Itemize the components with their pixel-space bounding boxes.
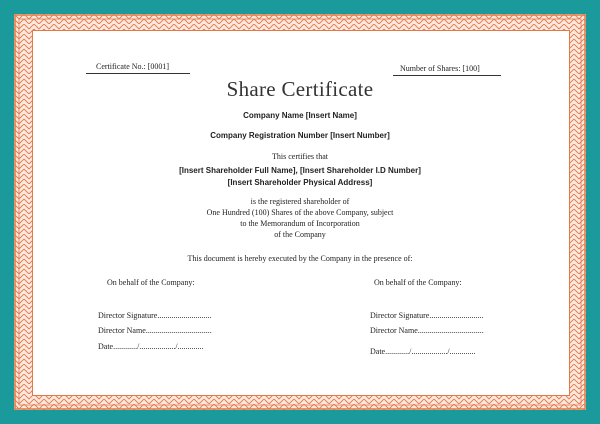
body-line: One Hundred (100) Shares of the above Company, subject	[206, 208, 394, 217]
right-behalf-label: On behalf of the Company:	[374, 278, 462, 287]
right-date: Date............/................../.............	[370, 347, 476, 356]
body-line: to the Memorandum of Incorporation	[240, 219, 360, 228]
right-director-name: Director Name.................................	[370, 326, 484, 335]
body-line: of the Company	[274, 230, 326, 239]
left-date: Date............/................../.............	[98, 342, 204, 351]
certificate-title: Share Certificate	[226, 77, 374, 101]
number-of-shares-underline	[393, 75, 501, 76]
certifies-text: This certifies that	[272, 152, 328, 161]
left-behalf-label: On behalf of the Company:	[107, 278, 195, 287]
left-director-signature: Director Signature...........................	[98, 311, 212, 320]
left-director-name: Director Name.................................	[98, 326, 212, 335]
body-line: is the registered shareholder of	[250, 197, 350, 206]
certificate-number: Certificate No.: [0001]	[96, 62, 170, 71]
company-name: Company Name [Insert Name]	[243, 111, 357, 120]
shareholder-address: [Insert Shareholder Physical Address]	[227, 178, 373, 187]
certificate-number-underline	[86, 73, 190, 74]
execution-statement: This document is hereby executed by the Company in the presence of:	[187, 254, 413, 263]
company-registration: Company Registration Number [Insert Number]	[210, 131, 390, 140]
number-of-shares: Number of Shares: [100]	[400, 64, 480, 73]
right-director-signature: Director Signature...........................	[370, 311, 484, 320]
shareholder-name-id: [Insert Shareholder Full Name], [Insert Shareholder I.D Number]	[179, 166, 421, 175]
